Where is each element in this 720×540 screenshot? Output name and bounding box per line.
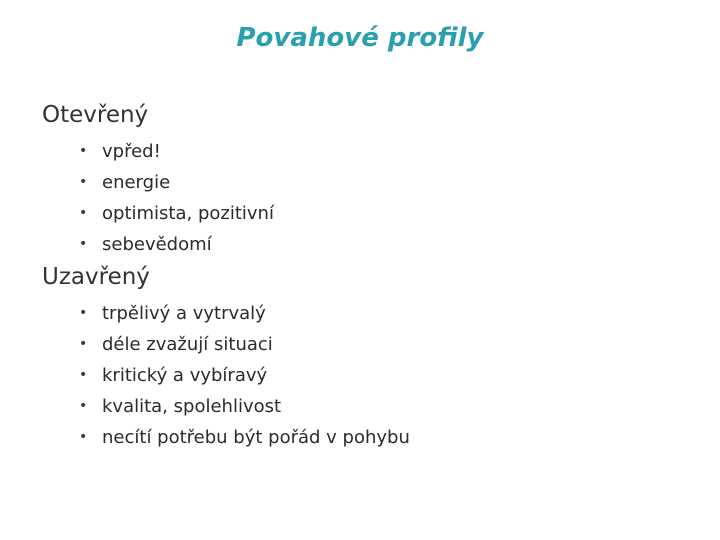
list-item: [42, 329, 702, 360]
list-item-text: kvalita, spolehlivost: [102, 396, 282, 417]
list-item: [42, 422, 702, 453]
list-item: [42, 229, 702, 260]
slide-title: Povahové profily: [236, 23, 484, 53]
bullet-icon: •: [79, 236, 88, 252]
list-item-text: necítí potřebu být pořád v pohybu: [102, 427, 410, 448]
bullet-icon: •: [79, 429, 88, 445]
bullet-icon: •: [79, 205, 88, 221]
list-item-text: déle zvažují situaci: [102, 334, 273, 355]
bullet-icon: •: [79, 336, 88, 352]
bullet-icon: •: [79, 305, 88, 321]
list-item-text: kritický a vybíravý: [102, 365, 268, 386]
list-item: [42, 298, 702, 329]
bullet-icon: •: [79, 398, 88, 414]
bullet-icon: •: [79, 367, 88, 383]
section-closed: [42, 260, 702, 453]
list-item: [42, 360, 702, 391]
list-item: [42, 391, 702, 422]
list-item-text: energie: [102, 172, 171, 193]
list-item: [42, 136, 702, 167]
section-heading: Otevřený: [42, 102, 149, 128]
list-item-text: vpřed!: [102, 141, 161, 162]
section-heading: Uzavřený: [42, 264, 150, 290]
bullet-list: [42, 136, 702, 260]
bullet-list: [42, 298, 702, 453]
list-item-text: sebevědomí: [102, 234, 212, 255]
list-item-text: optimista, pozitivní: [102, 203, 274, 224]
list-item: [42, 198, 702, 229]
list-item-text: trpělivý a vytrvalý: [102, 303, 266, 324]
section-open: [42, 98, 702, 260]
list-item: [42, 167, 702, 198]
bullet-icon: •: [79, 174, 88, 190]
bullet-icon: •: [79, 143, 88, 159]
